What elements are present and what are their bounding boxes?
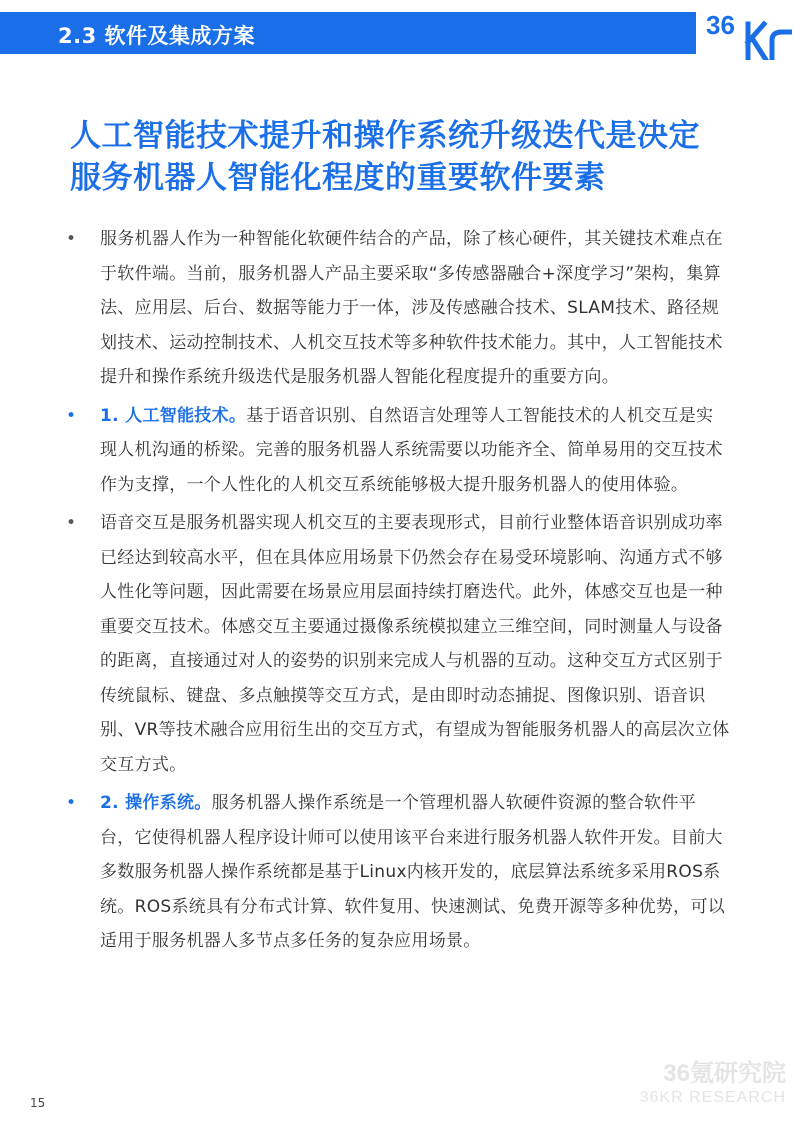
bullet-text: 语音交互是服务机器实现人机交互的主要表现形式，目前行业整体语音识别成功率已经达到较高水平，但在具体应用场景下仍然会存在易受环境影响、沟通方式不够人性化等问题，因此需要在场景应用层面持续打磨迭代。此外，体感交互也是一种重要交互技术。体感交互主要通过摄像系统模拟建立三维空间，同时测量人与设备的距离，直接通过对人的姿势的识别来完成人与机器的互动。这种交互方式区别于传统鼠标、键盘、多点触摸等交互方式，是由即时动态捕捉、图像识别、语音识别、VR等技术融合应用衍生出的交互方式，有望成为智能服务机器人的高层次立体交互方式。 [100,513,730,775]
bullet-text: 基于语音识别、自然语言处理等人工智能技术的人机交互是实现人机沟通的桥梁。完善的服务机器人系统需要以功能齐全、简单易用的交互技术作为支撑，一个人性化的人机交互系统能够极大提升服务机器人的使用体验。 [100,405,723,495]
bullet-text: 服务机器人作为一种智能化软硬件结合的产品，除了核心硬件，其关键技术难点在于软件端。当前，服务机器人产品主要采取“多传感器融合+深度学习”架构，集算法、应用层、后台、数据等能力于一体，涉及传感融合技术、SLAM技术、路径规划技术、运动控制技术、人机交互技术等多种软件技术能力。其中，人工智能技术提升和操作系统升级迭代是服务机器人智能化程度提升的重要方向。 [100,229,723,387]
bullet-list [0,222,794,963]
bullet-heading: 1. 人工智能技术。 [100,405,247,426]
bullet-marker: • [66,793,77,813]
svg-text:36: 36 [706,10,735,40]
page-title-line-2: 服务机器人智能化程度的重要软件要素 [70,160,606,196]
bullet-heading: 2. 操作系统。 [100,793,212,813]
watermark-cn: 36氪研究院 [663,1060,786,1087]
page-title [70,115,750,199]
page-number: 15 [30,1096,46,1110]
bullet-marker: • [66,229,77,249]
section-label: 2.3 软件及集成方案 [58,24,256,48]
36kr-logo [702,0,794,60]
bullet-marker: • [66,513,77,533]
list-item [66,506,730,782]
page-title-line-1: 人工智能技术提升和操作系统升级迭代是决定 [70,118,700,154]
bullet-text: 服务机器人操作系统是一个管理机器人软硬件资源的整合软件平台，它使得机器人程序设计师可以使用该平台来进行服务机器人软件开发。目前大多数服务机器人操作系统都是基于Linux内核开发的，底层算法系统多采用ROS系统。ROS系统具有分布式计算、软件复用、快速测试、免费开源等多种优势，可以适用于服务机器人多节点多任务的复杂应用场景。 [100,793,726,951]
list-item [66,786,730,959]
list-item [66,399,730,503]
watermark-en: 36KR RESEARCH [639,1089,786,1106]
bullet-marker: • [66,405,77,426]
list-item [66,222,730,395]
watermark [636,1060,786,1108]
